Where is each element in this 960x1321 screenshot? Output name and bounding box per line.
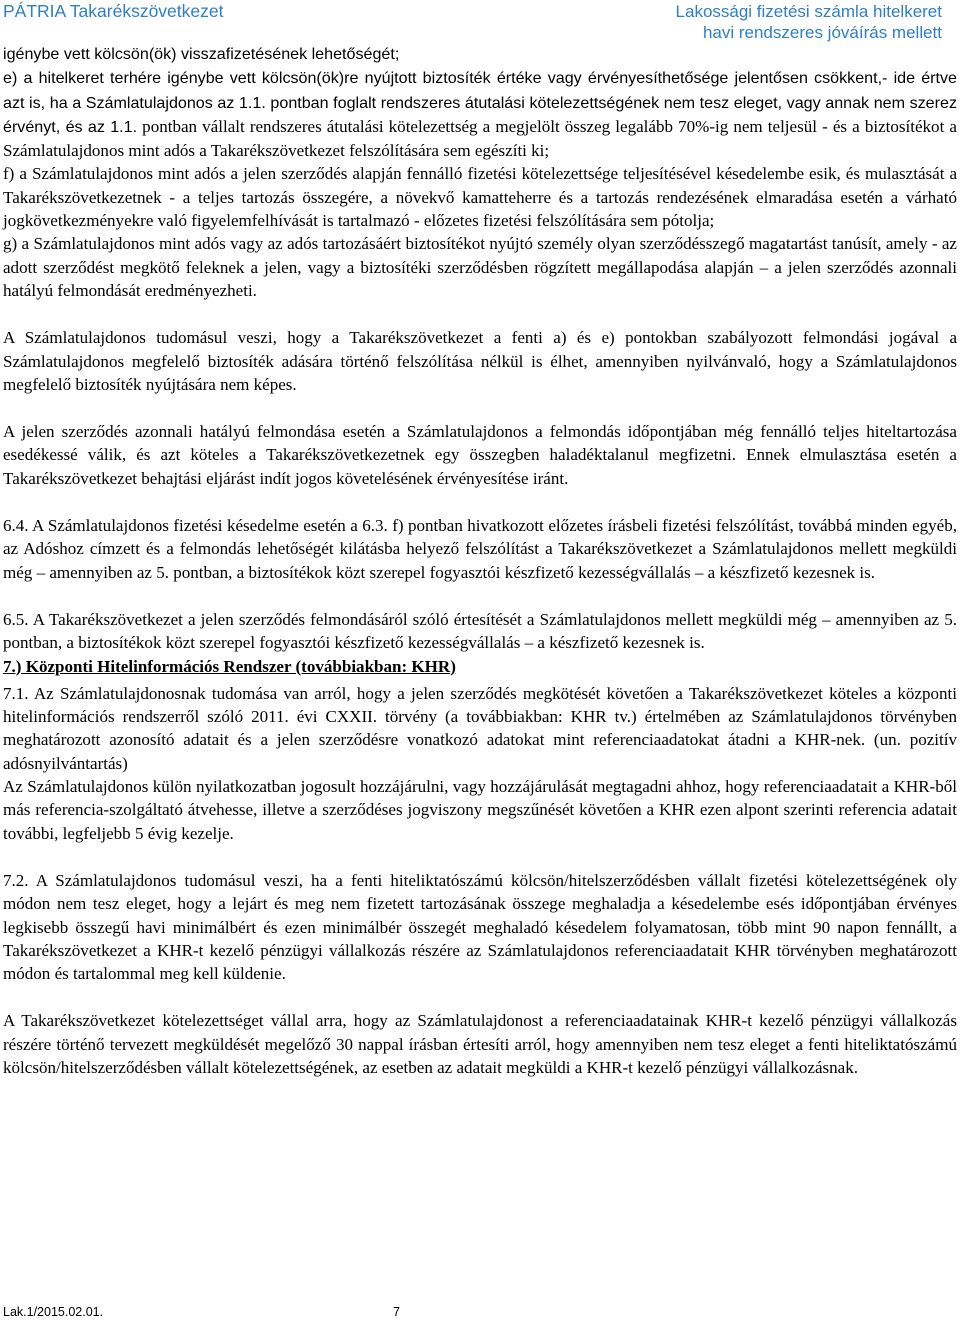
document-type-line1: Lakossági fizetési számla hitelkeret xyxy=(675,2,942,21)
section-heading-7: 7.) Központi Hitelinformációs Rendszer (továbbiakban: KHR) xyxy=(3,656,456,676)
document-body xyxy=(3,43,957,1079)
paragraph-point-e-sans: e) a hitelkeret terhére igénybe vett kölcsön(ök)re nyújtott biztosíték értéke vagy érvényesíthetősége jelentősen csökkent,- ide értve azt is, ha a Számlatulajdonos az 1.1. pontban foglalt rendszeres átutalási kötelezettségének nem tesz eleget, vagy annak nem szerez érvényt, és az 1.1. xyxy=(3,69,957,136)
paragraph-7-1: 7.1. Az Számlatulajdonosnak tudomása van arról, hogy a jelen szerződés megkötését követően a Takarékszövetkezet köteles a központi hitelinformációs rendszerről szóló 2011. évi CXXII. törvény (a továbbiakban: KHR tv.) értelmében az Számlatulajdonos törvényben meghatározott azonosító adatait és a jelen szerződésre vonatkozó adatokat mint referenciaadatokat átadni a KHR-nek. (un. pozitív adósnyilvántartás) xyxy=(3,683,957,773)
paragraph-point-e-serif: pontban vállalt rendszeres átutalási kötelezettség a megjelölt összeg legalább 70%-ig nem teljesül - és a biztosítékot a Számlatulajdonos mint adós a Takarékszövetkezet felszólítására sem egészíti ki; xyxy=(3,116,957,161)
page-footer xyxy=(3,1305,603,1321)
paragraph-termination: A jelen szerződés azonnali hatályú felmondása esetén a Számlatulajdonos a felmondás időpontjában még fennálló teljes hiteltartozása esedékessé válik, és azt köteles a Takarékszövetkezetnek egy összegben haladéktalanul megfizetni. Ennek elmulasztása esetén a Takarékszövetkezet behajtási eljárást indít jogos követelésének érvényesítése iránt. xyxy=(3,422,957,488)
document-type xyxy=(676,1,942,43)
paragraph-point-f: f) a Számlatulajdonos mint adós a jelen szerződés alapján fennálló fizetési kötelezettsége teljesítésével késedelembe esik, és mulasztását a Takarékszövetkezetnek - a teljes tartozás összegére, a növekvő kamatteherre és a tartozás rendezésének elmaradása esetén a várható jogkövetkezményekre való figyelemfelhívását is tartalmazó - előzetes fizetési felszólítására sem pótolja; xyxy=(3,164,957,231)
document-type-line2: havi rendszeres jóváírás mellett xyxy=(702,23,942,42)
paragraph-continuation: igénybe vett kölcsön(ök) visszafizetésének lehetőségét; xyxy=(3,45,400,63)
document-code: Lak.1/2015.02.01. xyxy=(3,1305,104,1319)
paragraph-6-4: 6.4. A Számlatulajdonos fizetési késedelme esetén a 6.3. f) pontban hivatkozott előzetes írásbeli fizetési felszólítást, továbbá minden egyéb, az Adóshoz címzett és a felmondás lehetőségét kilátásba helyező felszólítást a Takarékszövetkezet a Számlatulajdonos mellett megküldi még – amennyiben az 5. pontban, a biztosítékok közt szerepel fogyasztói készfizető kezességvállalás – a készfizető kezesnek is. xyxy=(3,516,957,582)
paragraph-acknowledgement: A Számlatulajdonos tudomásul veszi, hogy a Takarékszövetkezet a fenti a) és e) pontokban szabályozott felmondási jogával a Számlatulajdonos megfelelő biztosíték adására történő felszólítása nélkül is élhet, amennyiben nyilvánvaló, hogy a Számlatulajdonos megfelelő biztosíték nyújtására nem képes. xyxy=(3,328,957,394)
paragraph-notification: A Takarékszövetkezet kötelezettséget vállal arra, hogy az Számlatulajdonost a referenciaadatainak KHR-t kezelő pénzügyi vállalkozás részére történő tervezett megküldését megelőző 30 nappal írásban értesíti arról, hogy amennyiben nem tesz eleget a fenti hiteliktatószámú kölcsön/hitelszerződésben vállalt kötelezettségének, az esetben az adatait megküldi a KHR-t kezelő pénzügyi vállalkozásnak. xyxy=(3,1011,957,1077)
paragraph-6-5: 6.5. A Takarékszövetkezet a jelen szerződés felmondásáról szóló értesítését a Számlatulajdonos mellett megküldi még – amennyiben az 5. pontban, a biztosítékok közt szerepel fogyasztói készfizető kezességvállalás – a készfizető kezesnek is. xyxy=(3,609,957,653)
paragraph-7-1-consent: Az Számlatulajdonos külön nyilatkozatban jogosult hozzájárulni, vagy hozzájárulását megtagadni ahhoz, hogy referenciaadatait a KHR-ből más referencia-szolgáltató átvehesse, illetve a szerződéses jogviszony megszűnését követően a KHR ezen alpont szerinti referencia adatait további, legfeljebb 5 évig kezelje. xyxy=(3,777,957,843)
bank-name: PÁTRIA Takarékszövetkezet xyxy=(3,1,224,21)
paragraph-7-2: 7.2. A Számlatulajdonos tudomásul veszi, ha a fenti hiteliktatószámú kölcsön/hitelszerződésben vállalt fizetési kötelezettségének oly módon nem tesz eleget, hogy a lejárt és meg nem fizetett tartozásának összege meghaladja a késedelembe esés időpontjában érvényes legkisebb összegű havi minimálbért és ezen minimálbér összegét meghaladó késedelem folyamatosan, több mint 90 napon fennállt, a Takarékszövetkezet a KHR-t kezelő pénzügyi vállalkozás részére az Számlatulajdonos referenciaadatait KHR törvényben meghatározott módon és tartalommal meg kell küldenie. xyxy=(3,870,957,984)
page-header xyxy=(0,0,960,44)
paragraph-point-g: g) a Számlatulajdonos mint adós vagy az adós tartozásáért biztosítékot nyújtó személy olyan szerződésszegő magatartást tanúsít, amely - az adott szerződést megkötő feleknek a jelen, vagy a biztosítéki szerződésben rögzített megállapodása alapján – a jelen szerződés azonnali hatályú felmondását eredményezheti. xyxy=(3,234,957,300)
paragraph-point-e xyxy=(3,66,957,162)
page-number: 7 xyxy=(393,1305,400,1319)
